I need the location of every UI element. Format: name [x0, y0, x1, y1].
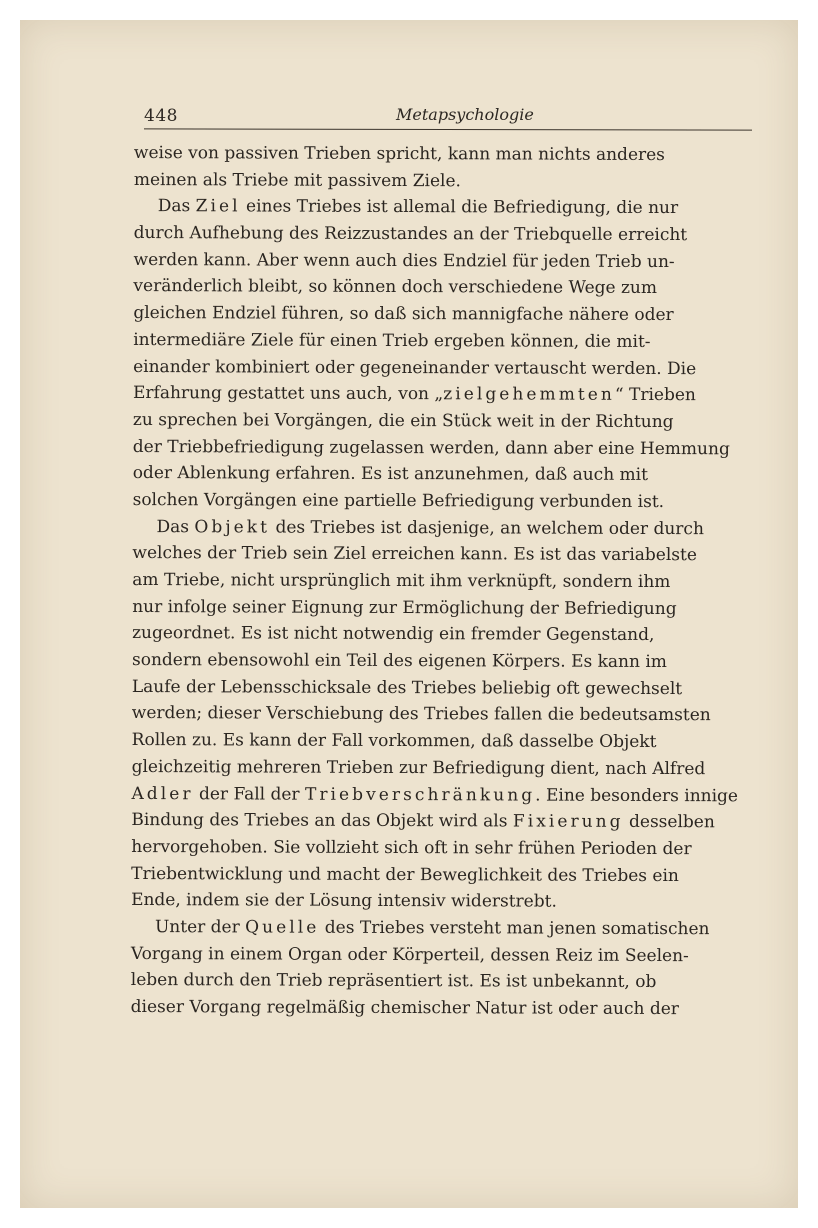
- line-text: intermediäre Ziele für einen Trieb ergeben können, die mit-: [133, 329, 651, 352]
- text-line: [132, 674, 752, 703]
- book-page: [20, 20, 798, 1208]
- text-line: [132, 647, 752, 676]
- text-line: [132, 700, 752, 729]
- text-line: [131, 914, 751, 943]
- emphasized-term: Ziel: [195, 196, 241, 217]
- text-line: [132, 594, 752, 623]
- emphasized-term: Quelle: [245, 917, 320, 938]
- text-line: [134, 220, 754, 249]
- text-line: [132, 567, 752, 596]
- line-text: zu sprechen bei Vorgängen, die ein Stück weit in der Richtung: [132, 409, 674, 432]
- line-text: werden kann. Aber wenn auch dies Endziel für jeden Trieb un-: [133, 249, 675, 272]
- line-text: . Eine besonders innige: [535, 785, 739, 806]
- text-line: [132, 620, 752, 649]
- text-line: [133, 460, 753, 489]
- text-line: [133, 300, 753, 329]
- emphasized-term: Triebverschränkung: [304, 784, 536, 806]
- line-text: veränderlich bleibt, so können doch verschiedene Wege zum: [133, 276, 658, 299]
- text-line: [134, 167, 754, 196]
- line-text: Triebentwicklung und macht der Beweglichkeit des Triebes ein: [131, 863, 679, 886]
- line-text: dieser Vorgang regelmäßig chemischer Natur ist oder auch der: [130, 996, 679, 1020]
- text-line: [133, 434, 753, 463]
- line-text: sondern ebensowohl ein Teil des eigenen Körpers. Es kann im: [131, 650, 667, 673]
- line-text: durch Aufhebung des Reizzustandes an der Triebquelle erreicht: [133, 223, 688, 246]
- text-line: [133, 273, 753, 302]
- line-text: welches der Trieb sein Ziel erreichen kann. Es ist das variabelste: [132, 543, 697, 566]
- line-text: gleichzeitig mehreren Trieben zur Befriedigung dient, nach Alfred: [131, 756, 706, 780]
- line-text: Ende, indem sie der Lösung intensiv widerstrebt.: [131, 890, 557, 912]
- text-line: [132, 754, 752, 783]
- text-line: [134, 140, 754, 169]
- line-text: Das: [156, 516, 195, 537]
- line-text: oder Ablenkung erfahren. Es ist anzunehmen, daß auch mit: [132, 463, 649, 486]
- line-text: des Triebes versteht man jenen somatischen: [319, 917, 710, 940]
- line-text: weise von passiven Trieben spricht, kann man nichts anderes: [133, 142, 665, 166]
- emphasized-term: zielgehemmten: [443, 384, 615, 406]
- text-line: [132, 514, 752, 543]
- page-header: [144, 102, 752, 128]
- text-line: [131, 994, 751, 1023]
- line-text: solchen Vorgängen eine partielle Befriedigung verbunden ist.: [132, 489, 665, 512]
- line-text: Unter der: [154, 917, 246, 938]
- line-text: leben durch den Trieb repräsentiert ist. Es ist unbekannt, ob: [130, 970, 657, 993]
- line-text: “ Trieben: [614, 385, 696, 406]
- line-text: einander kombiniert oder gegeneinander vertauscht werden. Die: [133, 356, 697, 379]
- emphasized-term: Fixierung: [512, 811, 624, 833]
- text-line: [134, 193, 754, 222]
- line-text: Bindung des Triebes an das Objekt wird als: [131, 810, 513, 832]
- body-text: [131, 140, 754, 1023]
- text-line: [133, 353, 753, 382]
- text-line: [131, 780, 751, 809]
- text-line: [133, 380, 753, 409]
- text-line: [131, 861, 751, 890]
- text-line: [131, 807, 751, 836]
- line-text: hervorgehoben. Sie vollzieht sich oft in sehr frühen Perioden der: [131, 836, 692, 860]
- text-line: [131, 967, 751, 996]
- text-line: [133, 487, 753, 516]
- running-head: Metapsychologie: [396, 105, 534, 124]
- text-line: [133, 247, 753, 276]
- line-text: desselben: [623, 812, 715, 833]
- header-rule: [144, 128, 752, 130]
- text-line: [131, 834, 751, 863]
- line-text: Das: [157, 196, 196, 217]
- line-text: zugeordnet. Es ist nicht notwendig ein fremder Gegenstand,: [132, 623, 655, 646]
- line-text: Laufe der Lebensschicksale des Triebes beliebig oft gewechselt: [131, 676, 683, 699]
- line-text: eines Triebes ist allemal die Befriedigung, die nur: [240, 196, 679, 219]
- text-line: [131, 941, 751, 970]
- line-text: des Triebes ist dasjenige, an welchem oder durch: [270, 517, 704, 539]
- emphasized-term: Adler: [131, 783, 194, 804]
- text-line: [133, 407, 753, 436]
- line-text: werden; dieser Verschiebung des Triebes fallen die bedeutsamsten: [131, 703, 711, 726]
- line-text: Vorgang in einem Organ oder Körperteil, dessen Reiz im Seelen-: [130, 943, 689, 966]
- text-line: [132, 727, 752, 756]
- emphasized-term: Objekt: [194, 516, 271, 538]
- line-text: am Triebe, nicht ursprünglich mit ihm verknüpft, sondern ihm: [132, 569, 671, 593]
- line-text: der Fall der: [193, 783, 306, 805]
- page-number: 448: [144, 106, 178, 126]
- line-text: meinen als Triebe mit passivem Ziele.: [133, 169, 461, 191]
- line-text: der Triebbefriedigung zugelassen werden, dann aber eine Hemmung: [132, 436, 730, 459]
- line-text: nur infolge seiner Eignung zur Ermöglichung der Befriedigung: [132, 596, 677, 619]
- line-text: Rollen zu. Es kann der Fall vorkommen, daß dasselbe Objekt: [131, 730, 657, 753]
- line-text: gleichen Endziel führen, so daß sich mannigfache nähere oder: [133, 303, 674, 326]
- text-line: [133, 327, 753, 356]
- line-text: Erfahrung gestattet uns auch, von „: [132, 383, 444, 405]
- text-line: [131, 887, 751, 916]
- text-line: [132, 540, 752, 569]
